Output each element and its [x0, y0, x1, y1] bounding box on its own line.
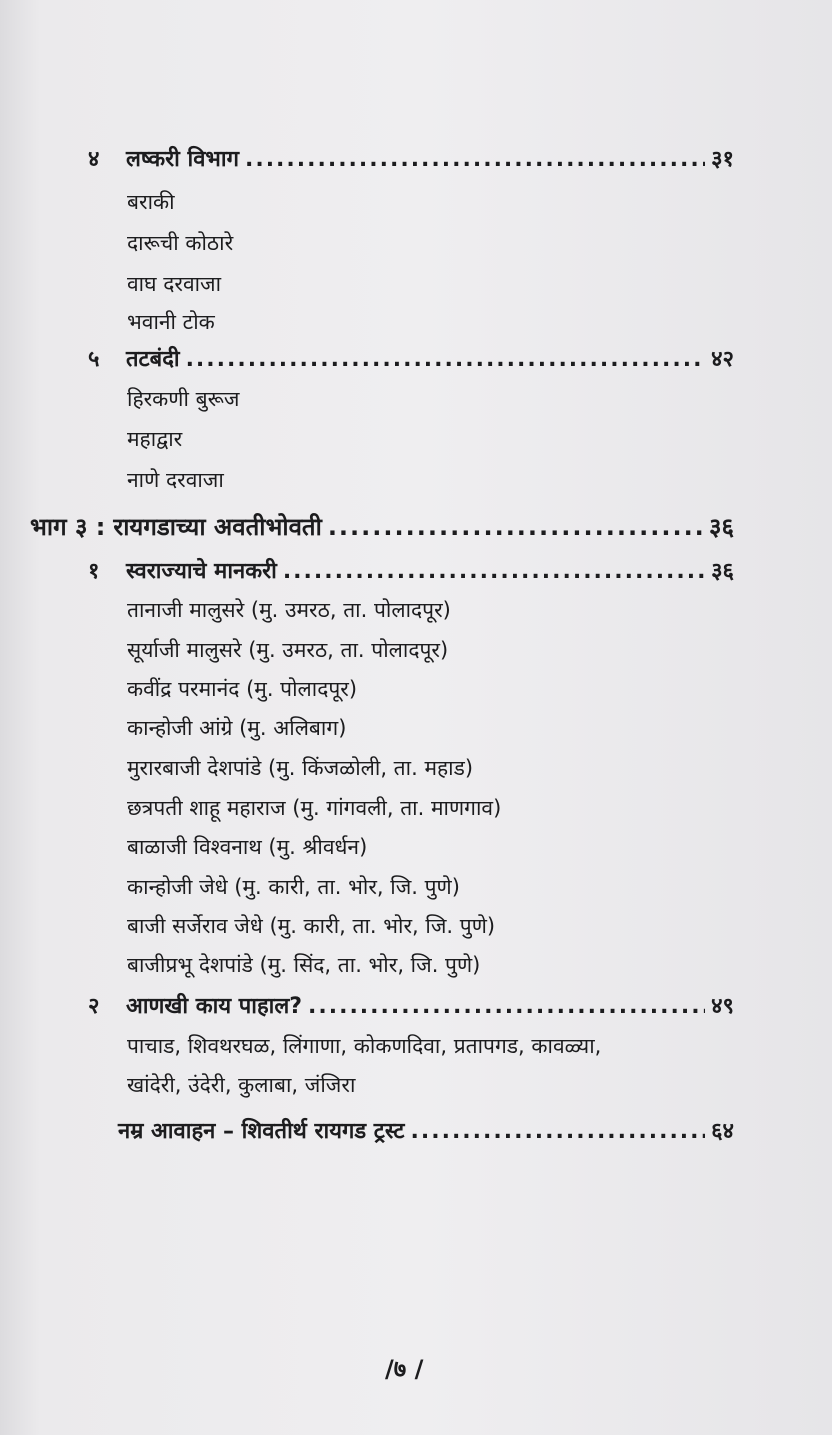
list-item: मुरारबाजी देशपांडे (मु. किंजळोली, ता. महाड): [127, 756, 474, 780]
entry-title: आणखी काय पाहाल?: [126, 994, 303, 1019]
list-item: हिरकणी बुरूज: [127, 387, 240, 411]
dot-leader: [308, 994, 705, 1019]
list-item: खांदेरी, उंदेरी, कुलाबा, जंजिरा: [127, 1073, 356, 1097]
dot-leader: [411, 1119, 706, 1144]
dot-leader: [245, 147, 705, 172]
part-label: भाग ३ :: [30, 513, 106, 541]
entry-number: ४: [88, 147, 100, 172]
toc-entry-5: [88, 343, 734, 373]
entry-number: १: [88, 559, 100, 584]
entry-number: २: [88, 994, 100, 1019]
list-item: छत्रपती शाहू महाराज (मु. गांगवली, ता. माणगाव): [127, 796, 502, 820]
page-folio: /७ /: [385, 1355, 424, 1383]
list-item: महाद्वार: [127, 427, 183, 451]
list-item: सूर्याजी मालुसरे (मु. उमरठ, ता. पोलादपूर): [127, 638, 449, 662]
toc-entry-part3-1: [88, 555, 734, 585]
entry-page-number: ३६: [711, 559, 734, 584]
entry-number: ५: [88, 347, 100, 372]
toc-appeal: [118, 1115, 734, 1145]
list-item: बाळाजी विश्वनाथ (मु. श्रीवर्धन): [127, 835, 368, 859]
list-item: तानाजी मालुसरे (मु. उमरठ, ता. पोलादपूर): [127, 598, 451, 622]
appeal-title: नम्र आवाहन – शिवतीर्थ रायगड ट्रस्ट: [118, 1119, 405, 1144]
appeal-page-number: ६४: [711, 1119, 734, 1144]
list-item: भवानी टोक: [127, 310, 215, 334]
list-item: कान्होजी आंग्रे (मु. अलिबाग): [127, 716, 347, 740]
entry-page-number: ४२: [711, 347, 734, 372]
part-title: रायगडाच्या अवतीभोवती: [113, 513, 322, 541]
entry-title: लष्करी विभाग: [126, 147, 239, 172]
list-item: वाघ दरवाजा: [127, 272, 222, 296]
list-item: दारूची कोठारे: [127, 231, 234, 255]
toc-entry-4: [88, 143, 734, 173]
list-item: नाणे दरवाजा: [127, 468, 224, 492]
dot-leader: [328, 513, 703, 541]
toc-entry-part3-2: [88, 990, 734, 1020]
entry-title: तटबंदी: [126, 347, 180, 372]
toc-part-3: [30, 510, 734, 543]
list-item: बराकी: [127, 190, 175, 214]
dot-leader: [186, 347, 706, 372]
entry-page-number: ३१: [711, 147, 734, 172]
entry-title: स्वराज्याचे मानकरी: [126, 559, 277, 584]
list-item: कान्होजी जेधे (मु. कारी, ता. भोर, जि. पुणे): [127, 875, 460, 899]
list-item: कवींद्र परमानंद (मु. पोलादपूर): [127, 677, 358, 701]
list-item: बाजीप्रभू देशपांडे (मु. सिंद, ता. भोर, जि. पुणे): [127, 953, 481, 977]
list-item: पाचाड, शिवथरघळ, लिंगाणा, कोकणदिवा, प्रतापगड, कावळ्या,: [127, 1034, 602, 1058]
list-item: बाजी सर्जेराव जेधे (मु. कारी, ता. भोर, जि. पुणे): [127, 914, 496, 938]
entry-page-number: ४९: [711, 994, 734, 1019]
part-page-number: ३६: [709, 513, 734, 541]
dot-leader: [283, 559, 705, 584]
